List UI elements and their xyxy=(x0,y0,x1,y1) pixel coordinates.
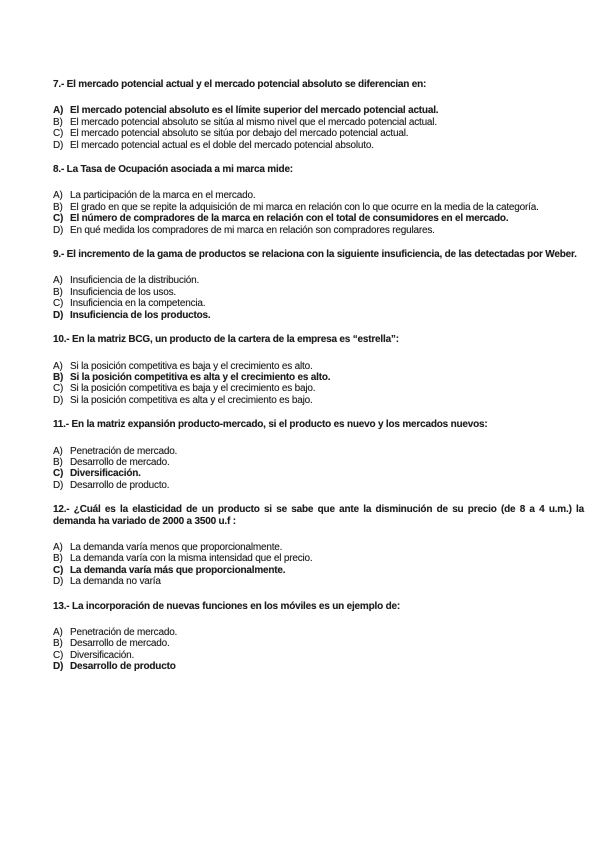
answer-option xyxy=(53,553,572,564)
question-number: 11.- xyxy=(53,419,69,431)
option-text: La demanda varía con la misma intensidad que el precio. xyxy=(70,553,313,565)
answer-option xyxy=(53,310,572,321)
option-letter: C) xyxy=(53,564,64,576)
question-title: ¿Cuál es la elasticidad de un producto si se sabe que ante la disminución de su precio (de 8 a 4 u.m.) la demanda ha variado de 2000 a 3500 u.f : xyxy=(53,504,584,527)
option-letter: C) xyxy=(53,213,64,225)
answer-option xyxy=(53,627,572,638)
options xyxy=(53,275,572,321)
question-heading xyxy=(53,334,584,345)
answer-option xyxy=(53,213,572,224)
answer-option xyxy=(53,275,572,286)
option-text: Desarrollo de producto. xyxy=(70,479,170,491)
question-number: 10.- xyxy=(53,334,70,346)
option-text: Insuficiencia de la distribución. xyxy=(70,275,200,287)
option-letter: A) xyxy=(53,445,63,457)
option-text: La demanda varía más que proporcionalmente. xyxy=(70,564,286,576)
option-letter: A) xyxy=(53,190,63,202)
answer-option xyxy=(53,298,572,309)
options xyxy=(53,542,572,588)
options xyxy=(53,446,572,492)
option-text: Desarrollo de mercado. xyxy=(70,638,170,650)
answer-option xyxy=(53,480,572,491)
answer-option xyxy=(53,468,572,479)
option-letter: C) xyxy=(53,649,64,661)
option-text: Insuficiencia en la competencia. xyxy=(70,298,206,310)
question-heading xyxy=(53,504,584,527)
option-text: Diversificación. xyxy=(70,468,141,480)
answer-option xyxy=(53,638,572,649)
answer-option xyxy=(53,565,572,576)
answer-option xyxy=(53,576,572,587)
question-heading xyxy=(53,249,584,260)
answer-option xyxy=(53,190,572,201)
answer-option xyxy=(53,202,572,213)
option-text: Diversificación. xyxy=(70,649,135,661)
answer-option xyxy=(53,287,572,298)
question-block xyxy=(53,601,572,673)
option-text: El número de compradores de la marca en relación con el total de consumidores en el mercado. xyxy=(70,213,509,225)
question-title: En la matriz BCG, un producto de la cartera de la empresa es “estrella”: xyxy=(72,334,399,346)
option-text: Si la posición competitiva es alta y el crecimiento es bajo. xyxy=(70,394,313,406)
question-number: 13.- xyxy=(53,600,70,612)
option-letter: A) xyxy=(53,105,64,117)
question-number: 12.- xyxy=(53,504,70,516)
question-block xyxy=(53,79,572,151)
option-letter: B) xyxy=(53,286,63,298)
answer-option xyxy=(53,457,572,468)
option-text: Si la posición competitiva es alta y el crecimiento es alto. xyxy=(70,371,331,383)
option-text: La demanda no varía xyxy=(70,576,161,588)
question-title: La Tasa de Ocupación asociada a mi marca mide: xyxy=(66,164,293,176)
question-block xyxy=(53,504,584,588)
question-title: La incorporación de nuevas funciones en los móviles es un ejemplo de: xyxy=(72,600,400,612)
option-letter: B) xyxy=(53,201,63,213)
question-heading xyxy=(53,419,584,430)
options xyxy=(53,361,572,407)
answer-option xyxy=(53,661,572,672)
option-text: Si la posición competitiva es baja y el crecimiento es bajo. xyxy=(70,383,316,395)
option-text: El mercado potencial absoluto se sitúa por debajo del mercado potencial actual. xyxy=(70,128,409,140)
answer-option xyxy=(53,105,572,116)
option-letter: C) xyxy=(53,298,64,310)
option-letter: D) xyxy=(53,479,64,491)
question-title: El incremento de la gama de productos se relaciona con la siguiente insuficiencia, de las detectadas por Weber. xyxy=(66,249,577,261)
option-letter: C) xyxy=(53,468,64,480)
option-text: El mercado potencial absoluto se sitúa al mismo nivel que el mercado potencial actual. xyxy=(70,116,437,128)
options xyxy=(53,190,572,236)
option-letter: C) xyxy=(53,383,64,395)
option-text: En qué medida los compradores de mi marca en relación son compradores regulares. xyxy=(70,224,435,236)
option-letter: A) xyxy=(53,627,63,638)
answer-option xyxy=(53,542,572,553)
option-letter: D) xyxy=(53,139,64,151)
answer-option xyxy=(53,372,572,383)
option-letter: B) xyxy=(53,553,63,565)
option-letter: B) xyxy=(53,371,64,383)
question-number: 9.- xyxy=(53,249,65,261)
option-letter: D) xyxy=(53,309,64,321)
option-text: Si la posición competitiva es baja y el crecimiento es alto. xyxy=(70,360,313,372)
option-letter: D) xyxy=(53,661,64,673)
option-text: Insuficiencia de los productos. xyxy=(70,309,211,321)
option-text: El mercado potencial actual es el doble del mercado potencial absoluto. xyxy=(70,139,374,151)
option-text: La participación de la marca en el mercado. xyxy=(70,190,256,202)
answer-option xyxy=(53,446,572,457)
question-block xyxy=(53,419,572,491)
answer-option xyxy=(53,650,572,661)
option-letter: D) xyxy=(53,576,64,588)
answer-option xyxy=(53,140,572,151)
option-letter: B) xyxy=(53,456,63,468)
answer-option xyxy=(53,395,572,406)
question-block xyxy=(53,334,572,406)
option-letter: A) xyxy=(53,360,63,372)
option-letter: D) xyxy=(53,394,64,406)
question-heading xyxy=(53,79,584,90)
answer-option xyxy=(53,225,572,236)
question-block xyxy=(53,164,572,236)
question-heading xyxy=(53,601,584,612)
question-number: 7.- xyxy=(53,79,65,90)
option-letter: B) xyxy=(53,116,63,128)
option-letter: A) xyxy=(53,541,63,553)
question-block xyxy=(53,249,577,321)
options xyxy=(53,105,572,151)
answer-option xyxy=(53,117,572,128)
option-text: El mercado potencial absoluto es el límite superior del mercado potencial actual. xyxy=(70,105,439,117)
options xyxy=(53,627,572,673)
option-text: Insuficiencia de los usos. xyxy=(70,286,176,298)
question-title: En la matriz expansión producto-mercado, si el producto es nuevo y los mercados nuevos: xyxy=(71,419,488,431)
option-text: Desarrollo de mercado. xyxy=(70,456,170,468)
option-letter: B) xyxy=(53,638,63,650)
answer-option xyxy=(53,383,572,394)
option-letter: D) xyxy=(53,224,64,236)
option-letter: C) xyxy=(53,128,64,140)
answer-option xyxy=(53,361,572,372)
option-text: Penetración de mercado. xyxy=(70,445,178,457)
question-title: El mercado potencial actual y el mercado potencial absoluto se diferencian en: xyxy=(66,79,427,90)
question-heading xyxy=(53,164,584,175)
option-letter: A) xyxy=(53,275,63,287)
option-text: Desarrollo de producto xyxy=(70,661,176,673)
option-text: La demanda varía menos que proporcionalmente. xyxy=(70,541,283,553)
option-text: Penetración de mercado. xyxy=(70,627,178,638)
option-text: El grado en que se repite la adquisición de mi marca en relación con lo que ocurre en la media de la categoría. xyxy=(70,201,539,213)
answer-option xyxy=(53,128,572,139)
question-number: 8.- xyxy=(53,164,65,176)
